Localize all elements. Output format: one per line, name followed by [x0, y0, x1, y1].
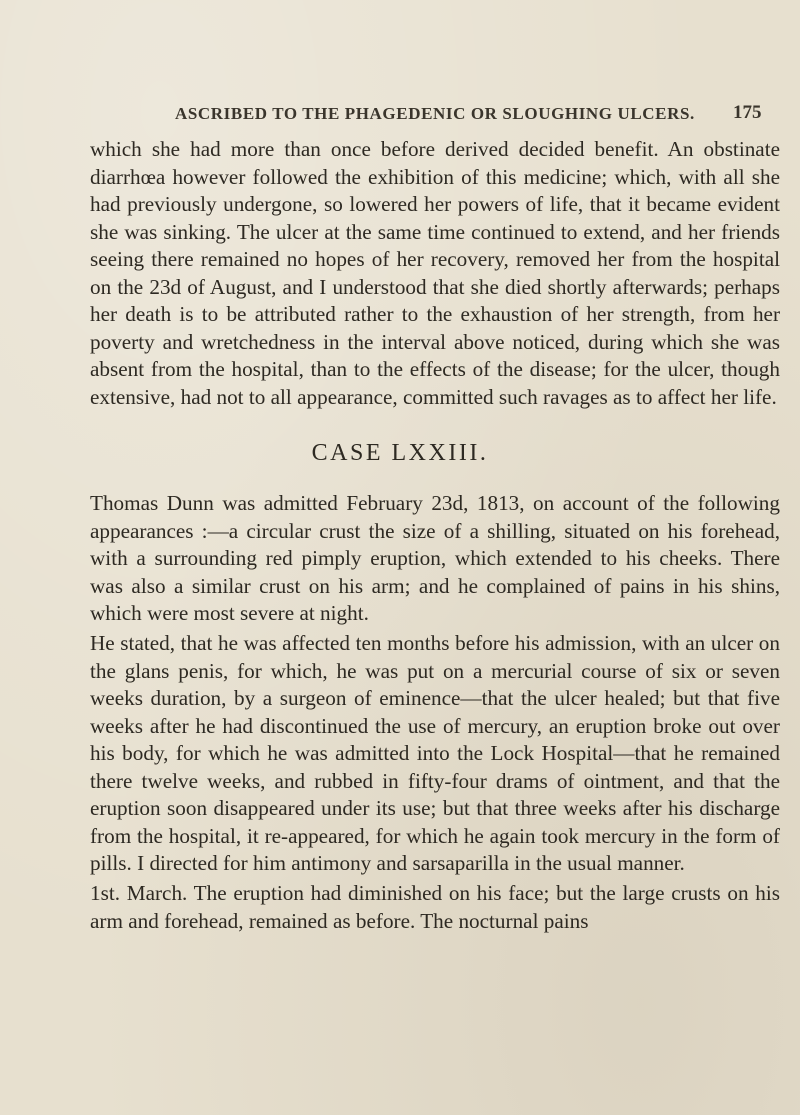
case-heading: CASE LXXIII.: [311, 440, 489, 466]
march-paragraph: [90, 880, 780, 935]
paragraph-text: Thomas Dunn was admitted February 23d, 1813, on account of the following appearances :—a circular crust the size of a shilling, situated on his forehead, with a surrounding red pimply eruption, which extended to his cheeks. There was also a similar crust on his arm; and he complained of pains in his shins, which were most severe at night.: [90, 491, 780, 625]
admission-paragraph: [90, 490, 780, 628]
running-head-title: ASCRIBED TO THE PHAGEDENIC OR SLOUGHING ULCERS.: [175, 104, 695, 123]
history-paragraph: [90, 630, 780, 878]
page-number: 175: [733, 102, 762, 123]
paragraph-text: 1st. March. The eruption had diminished on his face; but the large crusts on his arm and forehead, remained as before. The nocturnal pains: [90, 881, 780, 933]
continuation-paragraph: [90, 136, 780, 411]
paragraph-text: He stated, that he was affected ten months before his admission, with an ulcer on the glans penis, for which, he was put on a mercurial course of six or seven weeks duration, by a surgeon of eminence—that the ulcer healed; but that five weeks after he had discontinued the use of mercury, an eruption broke out over his body, for which he was admitted into the Lock Hospital—that he remained there twelve weeks, and rubbed in fifty-four drams of ointment, and that the eruption soon disappeared under its use; but that three weeks after his discharge from the hospital, it re-appeared, for which he again took mercury in the form of pills. I directed for him antimony and sarsaparilla in the usual manner.: [90, 631, 780, 875]
paragraph-text: which she had more than once before derived decided benefit. An obstinate diarrhœa however followed the exhibition of this medicine; which, with all she had previously undergone, so lowered her powers of life, that it became evident she was sinking. The ulcer at the same time continued to extend, and her friends seeing there remained no hopes of her recovery, removed her from the hospital on the 23d of August, and I understood that she died shortly afterwards; perhaps her death is to be attributed rather to the exhaustion of her strength, from her poverty and wretchedness in the interval above noticed, during which she was absent from the hospital, than to the effects of the disease; for the ulcer, though extensive, had not to all appearance, committed such ravages as to affect her life.: [90, 137, 780, 409]
running-head: [0, 104, 800, 134]
